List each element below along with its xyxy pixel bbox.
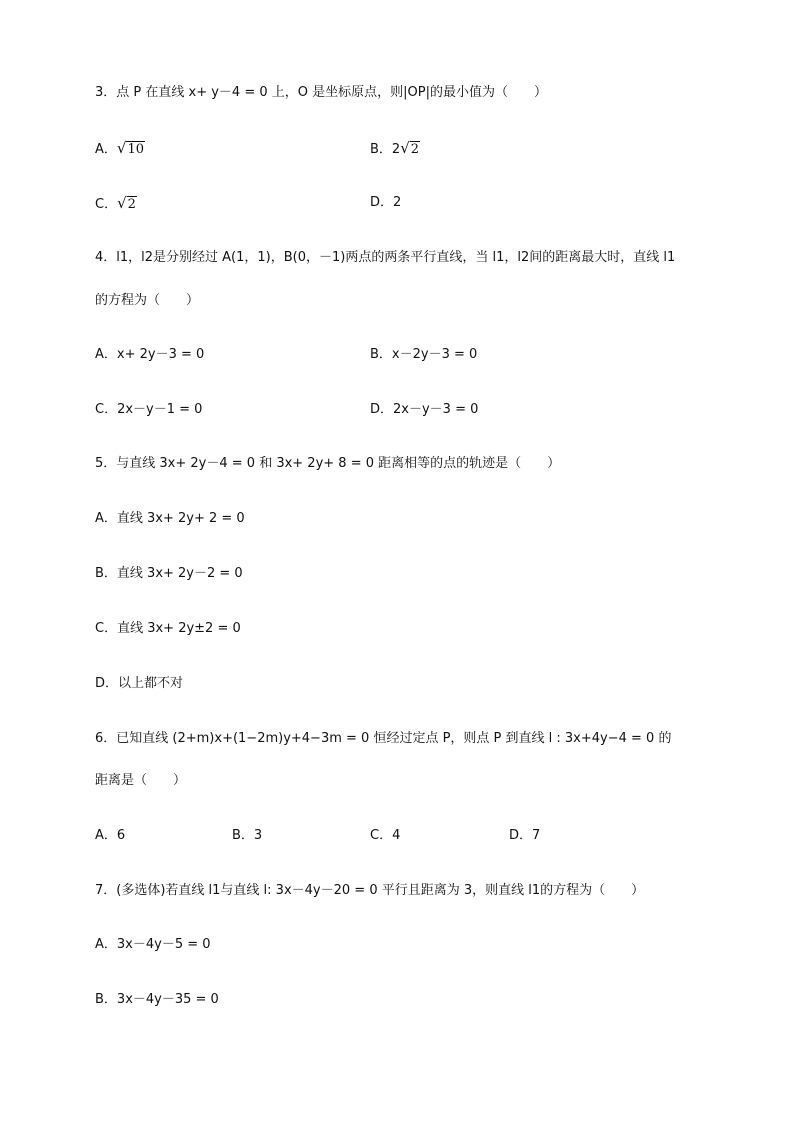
q6-stem-line1: 6．已知直线 (2+m)x+(1−2m)y+4−3m = 0 恒经过定点 P，则点 P 到直线 l : 3x+4y−4 = 0 的 <box>95 731 672 746</box>
q3-option-c[interactable] <box>95 193 137 215</box>
q3-option-d[interactable]: D．2 <box>370 195 402 210</box>
q5-option-c[interactable]: C．直线 3x+ 2y±2 = 0 <box>95 621 241 636</box>
q6-stem-line2: 距离是（ ） <box>95 773 187 788</box>
q4-option-c[interactable]: C．2x－y－1 = 0 <box>95 402 203 417</box>
q5-option-d[interactable]: D．以上都不对 <box>95 676 184 691</box>
sqrt-symbol: √10 <box>116 139 145 157</box>
q3-option-c-label: C． <box>95 197 118 212</box>
q5-option-a[interactable]: A．直线 3x+ 2y+ 2 = 0 <box>95 511 245 526</box>
q7-option-b[interactable]: B．3x－4y－35 = 0 <box>95 992 219 1007</box>
q3-option-b-label: B．2 <box>370 142 401 157</box>
q3-option-a[interactable] <box>95 138 145 160</box>
q5-stem: 5．与直线 3x+ 2y－4 = 0 和 3x+ 2y+ 8 = 0 距离相等的点的轨迹是（ ） <box>95 456 561 471</box>
q6-option-b[interactable]: B．3 <box>232 828 263 843</box>
q6-option-d[interactable]: D．7 <box>509 828 541 843</box>
q3-option-a-label: A． <box>95 142 117 157</box>
q4-option-a[interactable]: A．x+ 2y－3 = 0 <box>95 347 205 362</box>
q4-stem-line2: 的方程为（ ） <box>95 293 200 308</box>
q6-option-a[interactable]: A．6 <box>95 828 126 843</box>
sqrt-symbol: √2 <box>400 139 420 157</box>
sqrt-symbol: √2 <box>117 194 136 212</box>
q3-option-b[interactable] <box>370 138 420 160</box>
q4-option-b[interactable]: B．x－2y－3 = 0 <box>370 347 478 362</box>
q6-option-c[interactable]: C．4 <box>370 828 401 843</box>
q5-option-b[interactable]: B．直线 3x+ 2y－2 = 0 <box>95 566 243 581</box>
q7-stem: 7．(多选体)若直线 l1与直线 l: 3x－4y－20 = 0 平行且距离为 3，则直线 l1的方程为（ ） <box>95 883 645 898</box>
q4-option-d[interactable]: D．2x－y－3 = 0 <box>370 402 479 417</box>
q7-option-a[interactable]: A．3x－4y－5 = 0 <box>95 937 211 952</box>
q3-stem: 3．点 P 在直线 x+ y－4 = 0 上，O 是坐标原点，则|OP|的最小值为（ ） <box>95 85 547 100</box>
q4-stem-line1: 4．l1，l2是分别经过 A(1，1)，B(0，－1)两点的两条平行直线，当 l1，l2间的距离最大时，直线 l1 <box>95 250 676 265</box>
